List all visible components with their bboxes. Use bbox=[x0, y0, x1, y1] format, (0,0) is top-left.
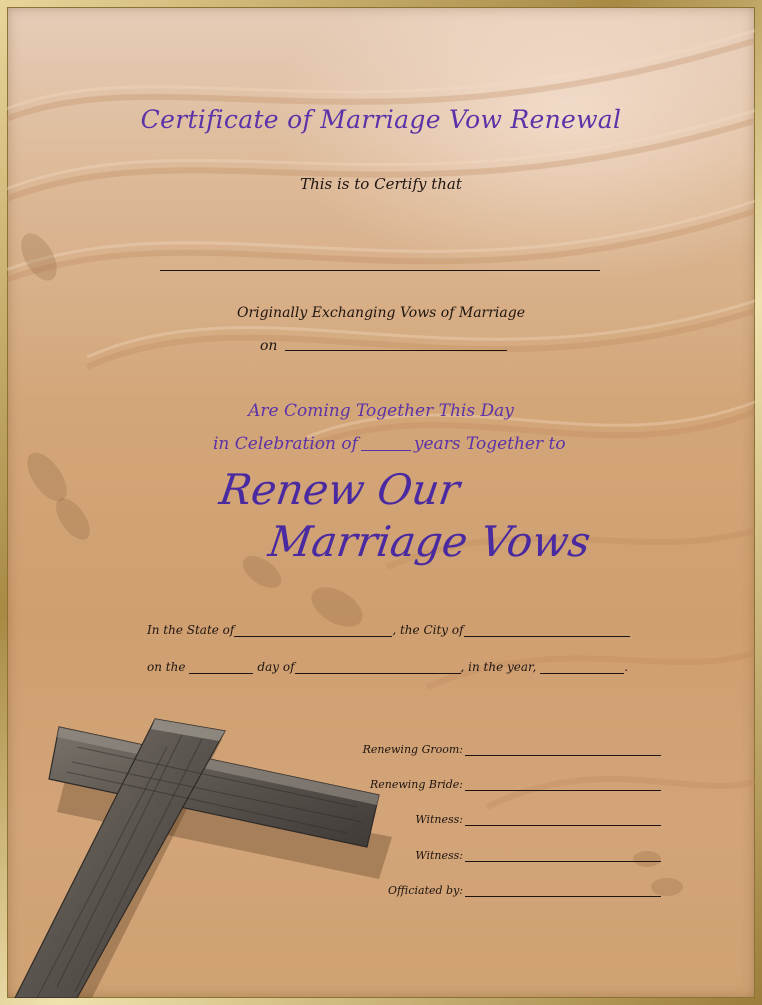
signature-label: Renewing Bride: bbox=[369, 778, 463, 791]
period: . bbox=[624, 660, 629, 674]
in-year-label: , in the year, bbox=[460, 660, 537, 674]
signature-line[interactable] bbox=[465, 884, 661, 897]
original-date-line[interactable] bbox=[285, 338, 507, 351]
together-text: Are Coming Together This Day bbox=[248, 401, 514, 421]
signature-row-witness-2 bbox=[343, 849, 661, 862]
celebration-row bbox=[213, 434, 566, 454]
on-label: on bbox=[260, 338, 278, 354]
signature-line[interactable] bbox=[465, 778, 661, 791]
signature-row-officiant bbox=[343, 884, 661, 897]
wooden-cross bbox=[7, 667, 407, 998]
certify-text: This is to Certify that bbox=[300, 175, 462, 193]
renew-heading-line2: Marriage Vows bbox=[265, 517, 594, 566]
signature-label: Witness: bbox=[415, 813, 463, 826]
state-line[interactable] bbox=[234, 624, 392, 637]
celebration-suffix: years Together to bbox=[413, 434, 566, 454]
signature-row-groom bbox=[343, 743, 661, 756]
on-the-label: on the bbox=[147, 660, 186, 674]
year-line[interactable] bbox=[540, 661, 624, 674]
day-of-label: day of bbox=[257, 660, 295, 674]
location-row bbox=[147, 623, 630, 637]
signature-line[interactable] bbox=[465, 813, 661, 826]
month-line[interactable] bbox=[295, 661, 461, 674]
signature-row-witness-1 bbox=[343, 813, 661, 826]
city-label: , the City of bbox=[392, 623, 464, 637]
signature-line[interactable] bbox=[465, 849, 661, 862]
signature-line[interactable] bbox=[465, 743, 661, 756]
celebration-prefix: in Celebration of bbox=[213, 434, 358, 454]
original-date-row bbox=[260, 338, 507, 354]
signature-label: Officiated by: bbox=[388, 884, 463, 897]
signature-label: Renewing Groom: bbox=[362, 743, 463, 756]
city-line[interactable] bbox=[464, 624, 630, 637]
originally-text: Originally Exchanging Vows of Marriage bbox=[236, 305, 526, 321]
day-line[interactable] bbox=[189, 661, 253, 674]
years-line[interactable] bbox=[361, 435, 411, 451]
renewal-date-row bbox=[147, 660, 628, 674]
renew-heading-line1: Renew Our bbox=[216, 465, 463, 514]
signature-row-bride bbox=[343, 778, 661, 791]
signature-label: Witness: bbox=[415, 849, 463, 862]
certificate-paper bbox=[7, 7, 755, 998]
certificate-title: Certificate of Marriage Vow Renewal bbox=[140, 105, 622, 134]
couple-name-line[interactable] bbox=[160, 270, 600, 271]
state-label: In the State of bbox=[147, 623, 235, 637]
